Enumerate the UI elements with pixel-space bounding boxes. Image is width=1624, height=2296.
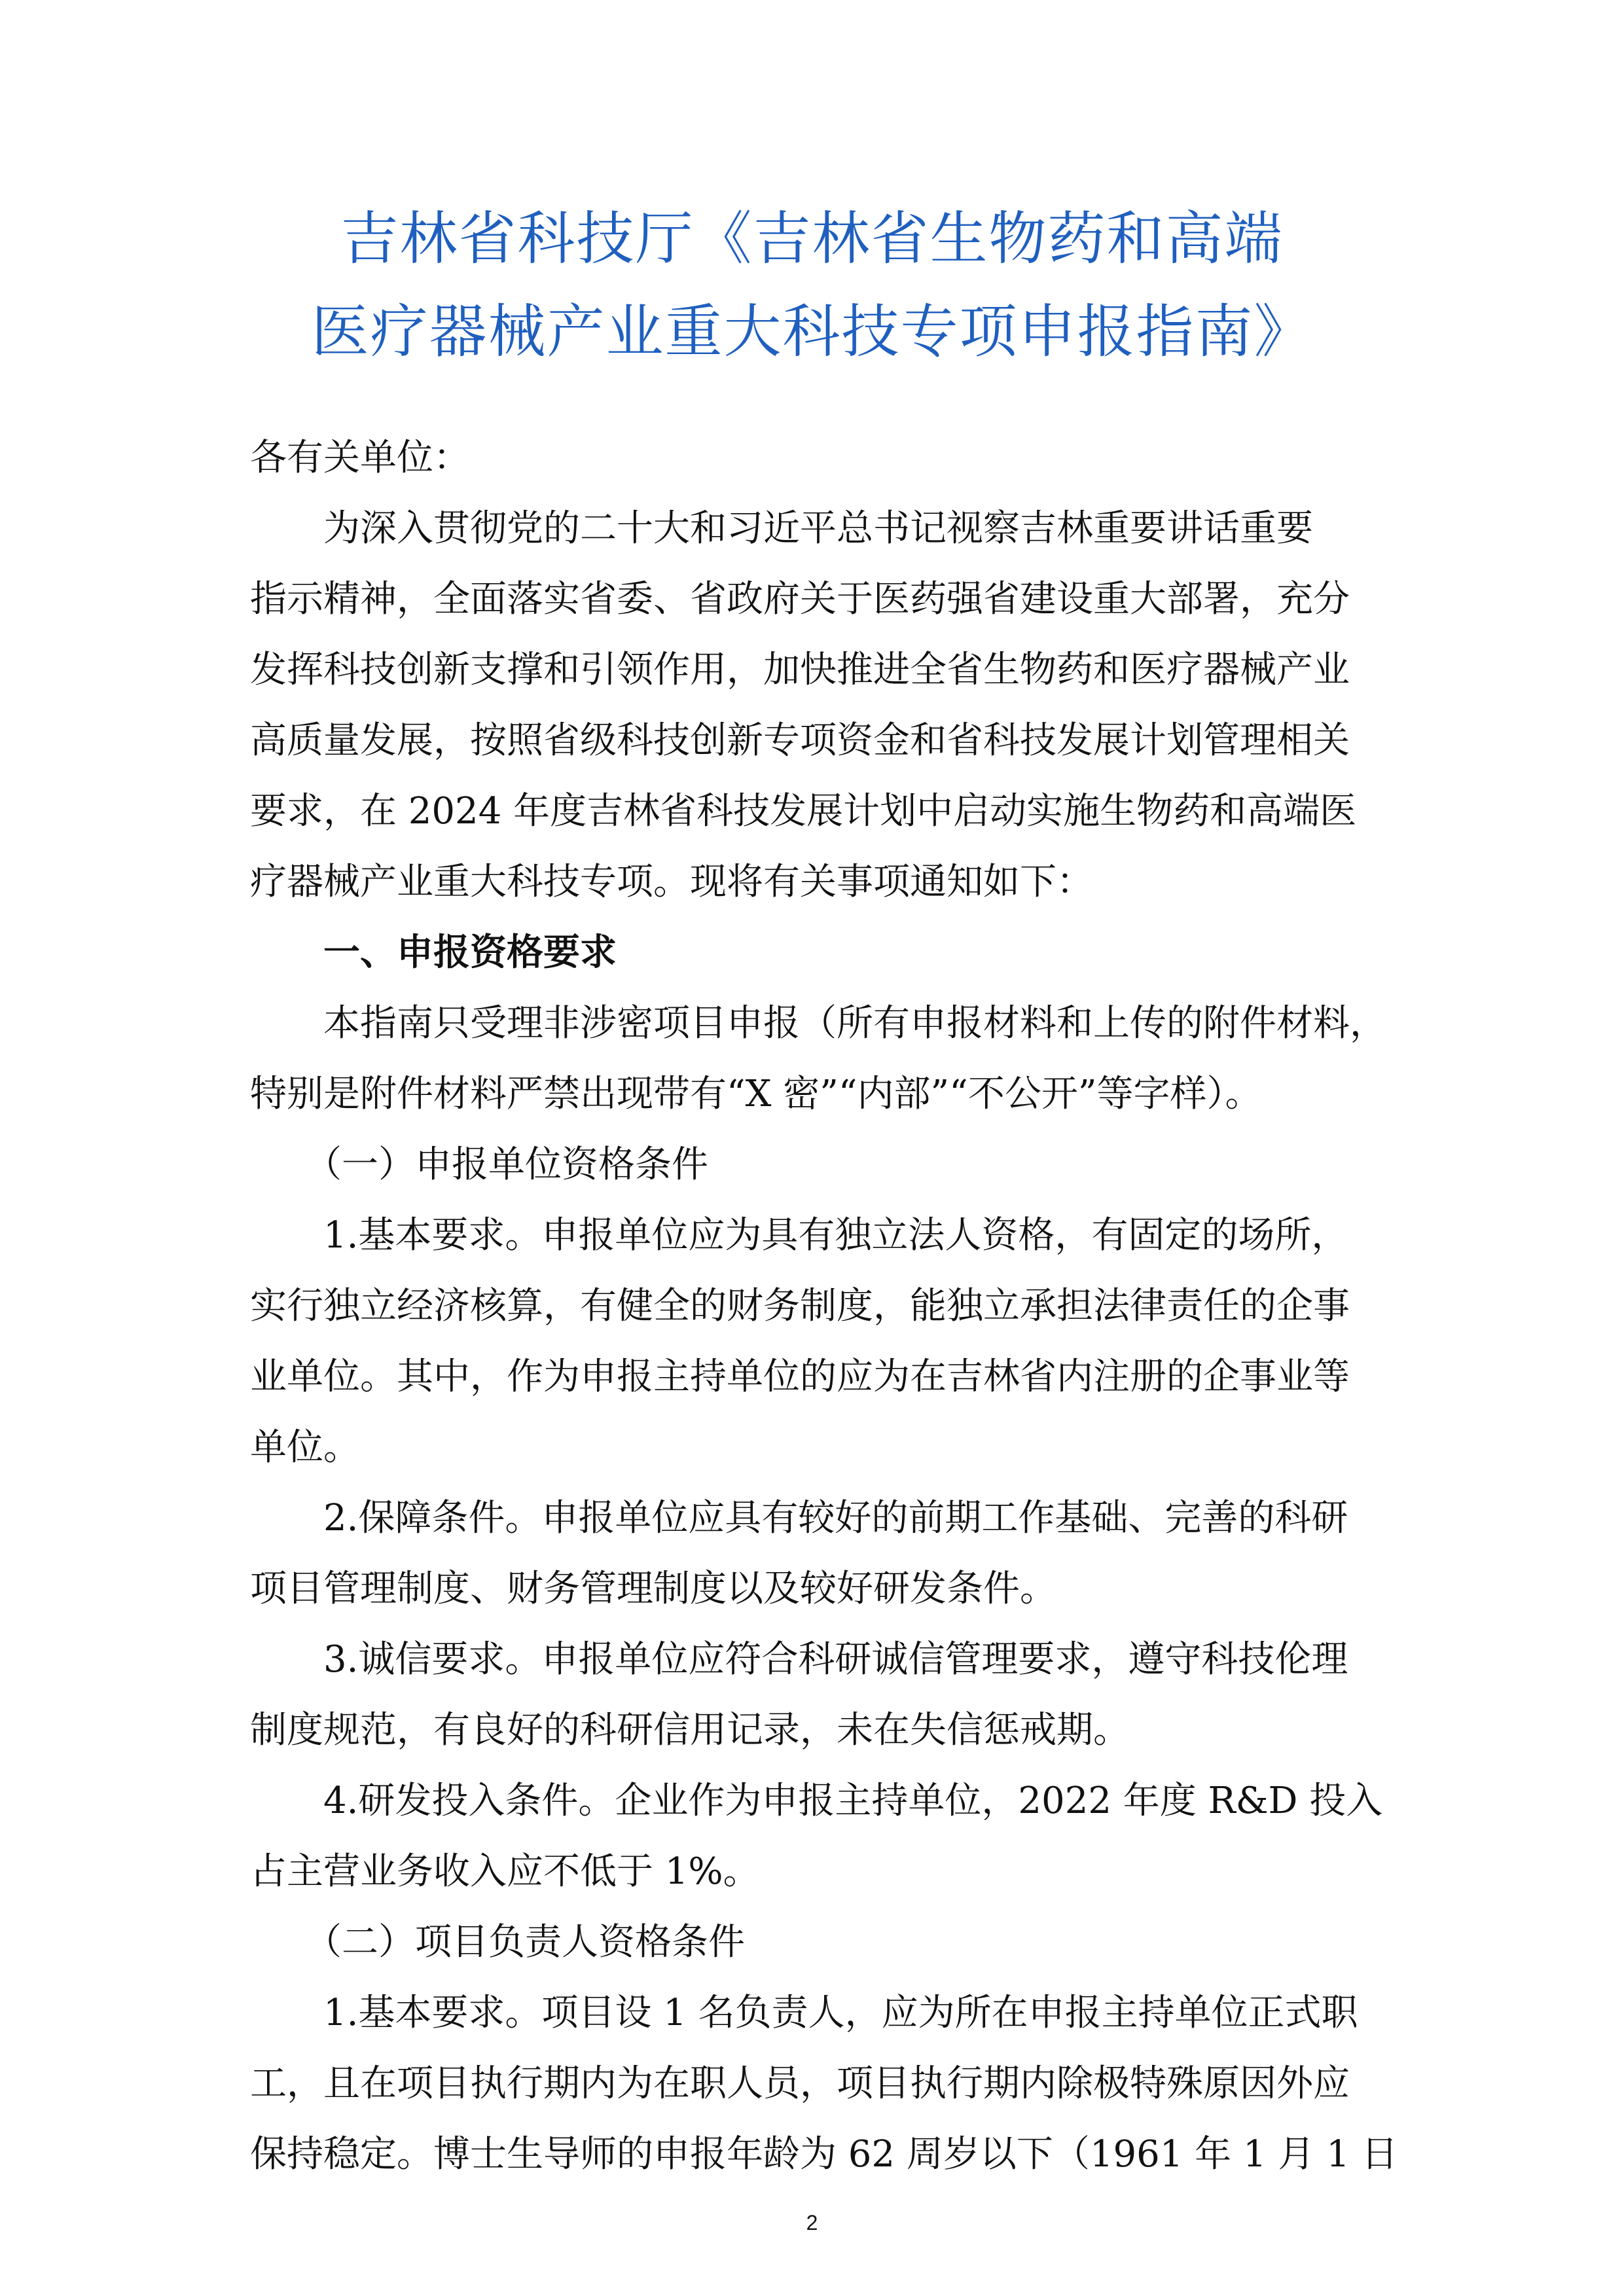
- paragraph-line: 单位。: [250, 1426, 360, 1469]
- paragraph-line: 项目管理制度、财务管理制度以及较好研发条件。: [250, 1568, 1056, 1610]
- paragraph-line: 工，且在项目执行期内为在职人员，项目执行期内除极特殊原因外应: [250, 2062, 1350, 2105]
- paragraph-line: 1.基本要求。申报单位应为具有独立法人资格，有固定的场所，: [250, 1214, 1348, 1257]
- paragraph-line: 制度规范，有良好的科研信用记录，未在失信惩戒期。: [250, 1709, 1130, 1751]
- page-number: 2: [806, 2211, 818, 2234]
- section-heading: 一、申报资格要求: [250, 931, 617, 974]
- paragraph-line: 3.诚信要求。申报单位应符合科研诚信管理要求，遵守科技伦理: [250, 1638, 1348, 1681]
- paragraph-line: 实行独立经济核算，有健全的财务制度，能独立承担法律责任的企事: [250, 1285, 1350, 1327]
- subsection-heading: （二）项目负责人资格条件: [250, 1921, 745, 1964]
- paragraph-line: 为深入贯彻党的二十大和习近平总书记视察吉林重要讲话重要: [250, 507, 1313, 550]
- paragraph-line: 高质量发展，按照省级科技创新专项资金和省科技发展计划管理相关: [250, 719, 1350, 762]
- paragraph-line: 发挥科技创新支撑和引领作用，加快推进全省生物药和医疗器械产业: [250, 649, 1350, 691]
- paragraph-line: 要求，在 2024 年度吉林省科技发展计划中启动实施生物药和高端医: [250, 790, 1357, 833]
- paragraph-line: 2.保障条件。申报单位应具有较好的前期工作基础、完善的科研: [250, 1497, 1348, 1539]
- subsection-heading: （一）申报单位资格条件: [250, 1143, 708, 1186]
- paragraph-line: 业单位。其中，作为申报主持单位的应为在吉林省内注册的企事业等: [250, 1355, 1350, 1398]
- paragraph-line: 4.研发投入条件。企业作为申报主持单位，2022 年度 R&D 投入: [250, 1780, 1383, 1822]
- document-title-line-2: 医疗器械产业重大科技专项申报指南》: [311, 298, 1313, 365]
- paragraph-line: 1.基本要求。项目设 1 名负责人，应为所在申报主持单位正式职: [250, 1992, 1358, 2034]
- document-title-line-1: 吉林省科技厅《吉林省生物药和高端: [340, 205, 1284, 272]
- paragraph-line: 疗器械产业重大科技专项。现将有关事项通知如下：: [250, 861, 1093, 903]
- paragraph-line: 占主营业务收入应不低于 1%。: [250, 1850, 760, 1893]
- paragraph-line: 保持稳定。博士生导师的申报年龄为 62 周岁以下（1961 年 1 月 1 日: [250, 2133, 1398, 2176]
- paragraph-line: 特别是附件材料严禁出现带有“X 密”“内部”“不公开”等字样）。: [250, 1073, 1262, 1115]
- salutation: 各有关单位：: [250, 437, 470, 479]
- paragraph-line: 指示精神，全面落实省委、省政府关于医药强省建设重大部署，充分: [250, 578, 1350, 620]
- paragraph-line: 本指南只受理非涉密项目申报（所有申报材料和上传的附件材料，: [250, 1002, 1386, 1045]
